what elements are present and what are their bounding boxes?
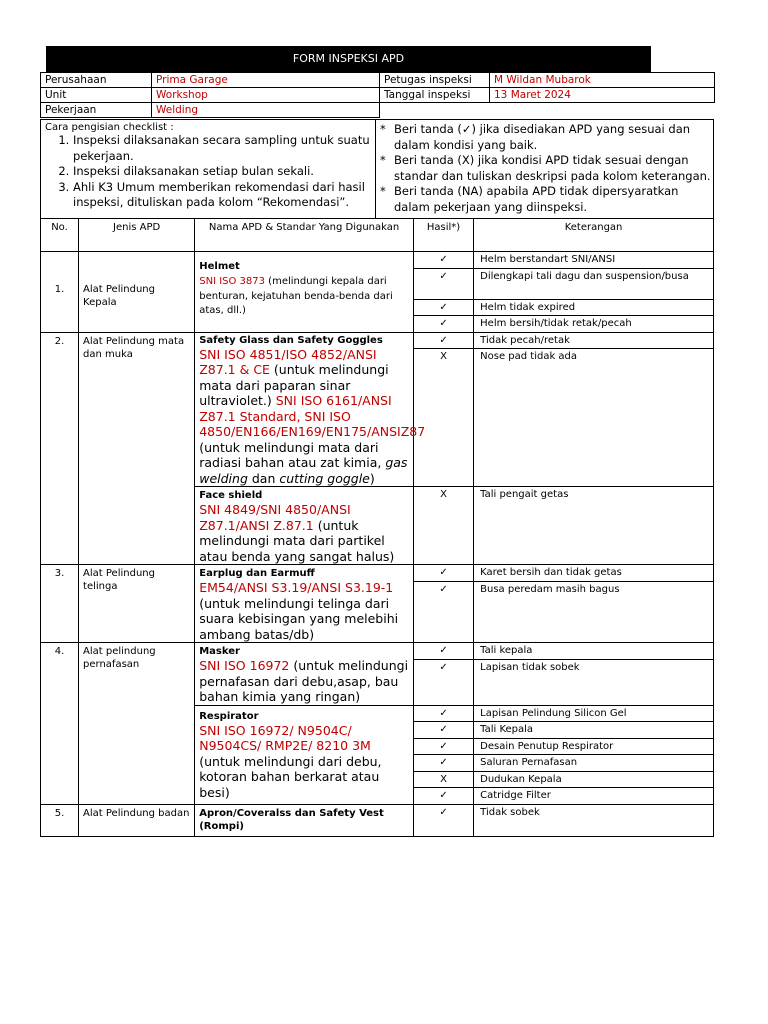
check-icon: ✓ [414,269,473,300]
apd-desc: (untuk melindungi telinga dari suara kebisingan yang melebihi ambang batas/db) [199,595,399,642]
row-jenis: Alat pelindung pernafasan [79,643,195,805]
check-icon: ✓ [414,722,473,739]
header-nama: Nama APD & Standar Yang Digunakan [195,219,414,252]
table-row [41,252,714,333]
tanggal-label: Tanggal inspeksi [380,88,490,103]
unit-label: Unit [41,88,152,103]
check-icon: ✓ [414,300,473,317]
keterangan-text: Desain Penutup Respirator [474,739,713,756]
apd-desc: (untuk melindungi mata dari radiasi bahan atau zat kimia, [199,439,386,470]
apd-standard: SNI ISO 4851/ISO 4852/ANSI Z87.1 & CE [199,346,377,377]
apd-desc: (untuk melindungi dari debu, kotoran bahan berkarat atau besi) [199,753,382,800]
check-icon: ✓ [414,643,473,660]
apd-name: Safety Glass dan Safety Goggles [199,334,383,346]
x-mark: X [440,351,447,362]
keterangan-text: Helm berstandart SNI/ANSI [474,252,713,269]
apd-standard: SNI 4849/SNI 4850/ANSI Z87.1/ANSI Z.87.1 [199,502,351,533]
hasil-cell [413,252,473,333]
apd-item [195,705,414,804]
header-no: No. [41,219,79,252]
keterangan-cell [474,332,714,487]
apd-standard: SNI ISO 3873 [199,276,265,287]
keterangan-text: Tidak pecah/retak [474,333,713,350]
keterangan-text: Lapisan Pelindung Silicon Gel [474,706,713,723]
keterangan-text: Saluran Pernafasan [474,755,713,772]
apd-name: Helmet [199,261,240,272]
row-number: 1. [41,252,79,333]
apd-desc: (untuk melindungi mata dari partikel atau benda yang sangat halus) [199,517,395,564]
keterangan-text: Tidak sobek [474,804,714,836]
apd-standard-text [199,502,409,564]
instruction-note [380,184,717,215]
instructions-steps [41,120,376,218]
petugas-label: Petugas inspeksi [380,73,490,88]
row-jenis: Alat Pelindung badan [79,804,195,836]
keterangan-text: Dilengkapi tali dagu dan suspension/busa [474,269,713,300]
apd-standard: EM54/ANSI S3.19/ANSI S3.19-1 [199,580,394,595]
row-number: 3. [41,565,79,643]
instruction-note [380,153,717,184]
check-icon: ✓ [414,755,473,772]
keterangan-text: Tali Kepala [474,722,713,739]
hasil-cell [413,565,473,643]
table-header-row [41,219,714,252]
apd-desc: (untuk melindungi pernafasan dari debu,asap, bau bahan kimia yang ringan) [199,658,409,704]
asterisk-bullet: * [380,184,386,198]
apd-name: Apron/Coveralss dan Safety Vest (Rompi) [195,804,414,836]
keterangan-text: Tali kepala [474,643,713,660]
apd-name: Earplug dan Earmuff [199,568,315,579]
unit-value: Workshop [152,88,380,103]
apd-standard-text [199,723,409,801]
table-row [41,643,714,706]
hasil-cell [413,705,473,804]
apd-desc: (melindungi kepala dari benturan, kejatuhan benda-benda dari atas, dll.) [199,276,393,316]
apd-name: Masker [199,646,240,657]
keterangan-cell [474,705,714,804]
instructions-heading: Cara pengisian checklist : [45,122,174,133]
apd-item [195,643,414,706]
apd-standard-text [199,580,409,642]
apd-desc: (untuk melindungi mata dari paparan sinar ultraviolet.) [199,362,389,408]
info-empty-cell [380,103,715,118]
apd-desc-italic: cutting goggle [279,470,370,486]
instruction-note [380,122,717,153]
apd-desc: dan [247,470,280,486]
apd-standard-text [199,658,409,705]
perusahaan-label: Perusahaan [41,73,152,88]
form-title: FORM INSPEKSI APD [46,46,651,72]
check-icon: ✓ [414,739,473,756]
apd-table [40,218,714,837]
pekerjaan-value: Welding [152,103,380,118]
row-jenis: Alat Pelindung Kepala [79,252,195,333]
keterangan-cell [474,252,714,333]
check-icon: ✓ [414,252,473,269]
instruction-step: 1. Inspeksi dilaksanakan secara sampling untuk suatu pekerjaan. [73,133,371,164]
instruction-step: 3. Ahli K3 Umum memberikan rekomendasi dari hasil inspeksi, dituliskan pada kolom “Rekomendasi”. [73,180,371,211]
apd-item [195,565,414,643]
keterangan-cell [474,565,714,643]
apd-standard-text [199,346,426,487]
note-text: Beri tanda (NA) apabila APD tidak dipersyaratkan dalam pekerjaan yang diinspeksi. [394,184,679,214]
note-text: Beri tanda (✓) jika disediakan APD yang sesuai dan dalam kondisi yang baik. [394,122,691,152]
apd-item [195,332,426,487]
apd-item [195,487,414,565]
pekerjaan-label: Pekerjaan [41,103,152,118]
apd-standard-text [199,275,409,319]
hasil-cell [413,643,473,706]
asterisk-bullet: * [380,153,386,167]
header-hasil: Hasil*) [413,219,473,252]
check-icon: ✓ [414,706,473,723]
row-number: 2. [41,332,79,565]
note-text: Beri tanda (X) jika kondisi APD tidak sesuai dengan standar dan tuliskan deskripsi pada kolom keterangan. [394,153,711,183]
apd-desc: ) [369,470,375,486]
instructions-box [40,119,714,219]
check-icon: ✓ [414,565,473,582]
x-mark: X [413,487,473,565]
instructions-notes [376,120,721,217]
apd-standard: SNI ISO 6161/ANSI Z87.1 Standard, SNI ISO 4850/EN166/EN169/EN175/ANSIZ87 [199,393,426,439]
header-keterangan: Keterangan [474,219,714,252]
check-icon: ✓ [413,804,473,836]
instructions-list [45,133,371,211]
petugas-value: M Wildan Mubarok [490,73,715,88]
instruction-step: 2. Inspeksi dilaksanakan setiap bulan sekali. [73,164,371,180]
row-number: 5. [41,804,79,836]
apd-name: Respirator [199,710,259,722]
apd-name: Face shield [199,490,263,501]
keterangan-text: Catridge Filter [480,790,551,801]
keterangan-text: Busa peredam masih bagus [480,583,620,595]
table-row [41,804,714,836]
keterangan-text: Dudukan Kepala [474,772,713,789]
asterisk-bullet: * [380,122,386,136]
apd-desc-italic: gas welding [199,455,408,486]
keterangan-cell [474,643,714,706]
keterangan-text: Tali pengait getas [474,487,714,565]
keterangan-text: Lapisan tidak sobek [480,661,580,673]
check-icon: ✓ [414,333,473,350]
apd-standard: SNI ISO 16972 [199,658,290,673]
check-icon: ✓ [439,583,448,595]
apd-standard: SNI ISO 16972/ N9504C/ N9504CS/ RMP2E/ 8210 3M [199,722,371,753]
row-jenis: Alat Pelindung mata dan muka [79,332,195,565]
check-icon: ✓ [439,318,448,329]
info-table [40,72,715,118]
table-row [41,565,714,643]
tanggal-value: 13 Maret 2024 [490,88,715,103]
keterangan-text: Helm bersih/tidak retak/pecah [480,318,632,329]
table-row [41,332,714,487]
keterangan-text: Nose pad tidak ada [480,351,578,362]
apd-item [195,252,414,333]
check-icon: ✓ [439,790,448,801]
header-jenis: Jenis APD [79,219,195,252]
keterangan-text: Helm tidak expired [474,300,713,317]
perusahaan-value: Prima Garage [152,73,380,88]
x-mark: X [414,772,473,789]
hasil-cell [413,332,473,487]
check-icon: ✓ [439,661,448,673]
keterangan-text: Karet bersih dan tidak getas [474,565,713,582]
row-number: 4. [41,643,79,805]
row-jenis: Alat Pelindung telinga [79,565,195,643]
